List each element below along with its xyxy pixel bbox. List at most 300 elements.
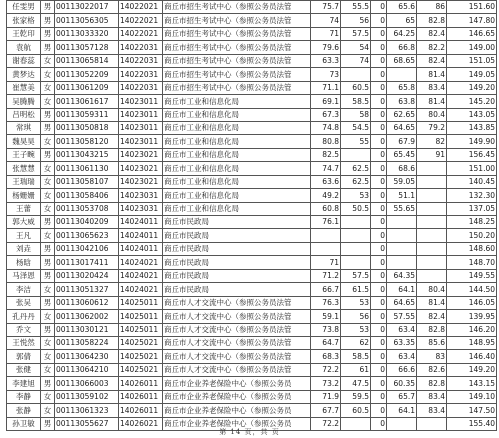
- bonus-points-cell: 0: [371, 377, 387, 390]
- written-score-2-cell: 55: [341, 135, 371, 148]
- exam-number-cell: 00113062002: [55, 310, 119, 323]
- score-table: [6, 0, 497, 431]
- written-score-2-cell: 62: [341, 336, 371, 349]
- employer-cell: 商丘市人才交流中心（参照公务员法管: [163, 310, 311, 323]
- position-code-cell: 14025011: [119, 296, 163, 309]
- interview-score-cell: 83: [417, 350, 447, 363]
- bonus-points-cell: 0: [371, 27, 387, 40]
- written-score-2-cell: [341, 256, 371, 269]
- interview-score-cell: 82.8: [417, 377, 447, 390]
- final-score-cell: 149.05: [447, 68, 497, 81]
- gender-cell: 女: [41, 68, 55, 81]
- employer-cell: 商丘市人才交流中心（参照公务员法管: [163, 296, 311, 309]
- gender-cell: 男: [41, 1, 55, 14]
- written-score-1-cell: 80.8: [311, 135, 341, 148]
- bonus-points-cell: 0: [371, 323, 387, 336]
- written-score-1-cell: 60.8: [311, 202, 341, 215]
- bonus-points-cell: 0: [371, 108, 387, 121]
- gender-cell: 男: [41, 256, 55, 269]
- interview-score-cell: 83.4: [417, 390, 447, 403]
- written-score-2-cell: 53: [341, 189, 371, 202]
- table-row: [7, 216, 497, 229]
- written-total-cell: 63.35: [387, 336, 417, 349]
- written-score-2-cell: 60.5: [341, 404, 371, 417]
- written-score-1-cell: 76.3: [311, 296, 341, 309]
- written-score-2-cell: [341, 148, 371, 161]
- candidate-name-cell: 王瑞瑞: [7, 175, 41, 188]
- written-total-cell: 65.45: [387, 148, 417, 161]
- score-table-body: [7, 1, 497, 431]
- bonus-points-cell: 0: [371, 242, 387, 255]
- bonus-points-cell: 0: [371, 229, 387, 242]
- employer-cell: 商丘市企业养老保险中心（参照公务员: [163, 417, 311, 430]
- exam-number-cell: 00113042106: [55, 242, 119, 255]
- candidate-name-cell: 杨姗姗: [7, 189, 41, 202]
- written-score-1-cell: 74.8: [311, 121, 341, 134]
- written-total-cell: 68.65: [387, 54, 417, 67]
- position-code-cell: 14022021: [119, 1, 163, 14]
- exam-number-cell: 00113020424: [55, 269, 119, 282]
- final-score-cell: 156.45: [447, 148, 497, 161]
- final-score-cell: 148.95: [447, 336, 497, 349]
- interview-score-cell: 82.6: [417, 363, 447, 376]
- gender-cell: 男: [41, 108, 55, 121]
- written-score-1-cell: 68.3: [311, 350, 341, 363]
- final-score-cell: 155.40: [447, 417, 497, 430]
- bonus-points-cell: 0: [371, 41, 387, 54]
- final-score-cell: 149.55: [447, 269, 497, 282]
- position-code-cell: 14026011: [119, 404, 163, 417]
- written-score-2-cell: [341, 229, 371, 242]
- candidate-name-cell: 崔慧美: [7, 81, 41, 94]
- written-score-2-cell: 56: [341, 14, 371, 27]
- position-code-cell: 14024011: [119, 216, 163, 229]
- interview-score-cell: 82.8: [417, 323, 447, 336]
- gender-cell: 女: [41, 54, 55, 67]
- position-code-cell: 14025021: [119, 350, 163, 363]
- written-total-cell: 64.1: [387, 404, 417, 417]
- interview-score-cell: 82: [417, 135, 447, 148]
- bonus-points-cell: 0: [371, 68, 387, 81]
- final-score-cell: 149.90: [447, 135, 497, 148]
- gender-cell: 男: [41, 417, 55, 430]
- written-score-1-cell: 64.7: [311, 336, 341, 349]
- table-row: [7, 296, 497, 309]
- gender-cell: 女: [41, 404, 55, 417]
- written-score-1-cell: 66.7: [311, 283, 341, 296]
- table-row: [7, 148, 497, 161]
- interview-score-cell: [417, 269, 447, 282]
- final-score-cell: 146.20: [447, 323, 497, 336]
- position-code-cell: 14024011: [119, 242, 163, 255]
- final-score-cell: 147.50: [447, 404, 497, 417]
- employer-cell: 商丘市民政局: [163, 229, 311, 242]
- gender-cell: 女: [41, 390, 55, 403]
- interview-score-cell: 86: [417, 1, 447, 14]
- candidate-name-cell: 张家格: [7, 14, 41, 27]
- position-code-cell: 14024021: [119, 269, 163, 282]
- gender-cell: 女: [41, 189, 55, 202]
- employer-cell: 商丘市民政局: [163, 216, 311, 229]
- written-score-1-cell: 71: [311, 256, 341, 269]
- table-row: [7, 135, 497, 148]
- written-score-2-cell: 74: [341, 54, 371, 67]
- final-score-cell: 146.65: [447, 27, 497, 40]
- candidate-name-cell: 张健: [7, 363, 41, 376]
- bonus-points-cell: 0: [371, 269, 387, 282]
- final-score-cell: 148.60: [447, 242, 497, 255]
- exam-number-cell: 00113060612: [55, 296, 119, 309]
- exam-number-cell: 00113059311: [55, 108, 119, 121]
- final-score-cell: 144.50: [447, 283, 497, 296]
- candidate-name-cell: 吕明松: [7, 108, 41, 121]
- bonus-points-cell: 0: [371, 95, 387, 108]
- gender-cell: 女: [41, 363, 55, 376]
- bonus-points-cell: 0: [371, 404, 387, 417]
- exam-number-cell: 00113059102: [55, 390, 119, 403]
- gender-cell: 女: [41, 202, 55, 215]
- interview-score-cell: [417, 189, 447, 202]
- employer-cell: 商丘市工业和信息化局: [163, 121, 311, 134]
- employer-cell: 商丘市招生考试中心（参照公务员法管: [163, 54, 311, 67]
- written-score-1-cell: 67.3: [311, 108, 341, 121]
- gender-cell: 男: [41, 148, 55, 161]
- written-total-cell: 64.35: [387, 269, 417, 282]
- written-score-2-cell: 50.5: [341, 202, 371, 215]
- table-row: [7, 14, 497, 27]
- final-score-cell: 150.20: [447, 229, 497, 242]
- bonus-points-cell: 0: [371, 336, 387, 349]
- written-score-1-cell: 74: [311, 14, 341, 27]
- position-code-cell: 14025021: [119, 363, 163, 376]
- written-score-1-cell: 73.8: [311, 323, 341, 336]
- written-score-2-cell: 60.5: [341, 81, 371, 94]
- interview-score-cell: 82.4: [417, 27, 447, 40]
- final-score-cell: 140.45: [447, 175, 497, 188]
- interview-score-cell: 80.4: [417, 108, 447, 121]
- employer-cell: 商丘市工业和信息化局: [163, 162, 311, 175]
- candidate-name-cell: 谢春蕊: [7, 54, 41, 67]
- table-row: [7, 175, 497, 188]
- position-code-cell: 14022031: [119, 81, 163, 94]
- exam-number-cell: 00113051327: [55, 283, 119, 296]
- position-code-cell: 14026021: [119, 417, 163, 430]
- written-score-2-cell: 47.5: [341, 377, 371, 390]
- candidate-name-cell: 郭倩: [7, 350, 41, 363]
- candidate-name-cell: 郭大威: [7, 216, 41, 229]
- position-code-cell: 14024011: [119, 229, 163, 242]
- gender-cell: 女: [41, 283, 55, 296]
- written-total-cell: 65.8: [387, 81, 417, 94]
- table-row: [7, 108, 497, 121]
- interview-score-cell: 82.8: [417, 14, 447, 27]
- candidate-name-cell: 吴腾腾: [7, 95, 41, 108]
- final-score-cell: 148.25: [447, 216, 497, 229]
- interview-score-cell: 82.4: [417, 310, 447, 323]
- interview-score-cell: 79.2: [417, 121, 447, 134]
- candidate-name-cell: 张吴: [7, 296, 41, 309]
- written-score-2-cell: 58: [341, 108, 371, 121]
- interview-score-cell: 83.4: [417, 404, 447, 417]
- written-score-1-cell: 63.6: [311, 175, 341, 188]
- written-score-2-cell: 62.5: [341, 175, 371, 188]
- written-total-cell: 51.1: [387, 189, 417, 202]
- candidate-name-cell: 孙卫敏: [7, 417, 41, 430]
- exam-number-cell: 00113030121: [55, 323, 119, 336]
- bonus-points-cell: 0: [371, 54, 387, 67]
- written-score-1-cell: 69.1: [311, 95, 341, 108]
- page-number-label: 第 14 页，共 页: [219, 428, 280, 436]
- candidate-name-cell: 王蕾: [7, 202, 41, 215]
- employer-cell: 商丘市招生考试中心（参照公务员法管: [163, 41, 311, 54]
- written-total-cell: [387, 256, 417, 269]
- interview-score-cell: [417, 229, 447, 242]
- written-total-cell: [387, 68, 417, 81]
- position-code-cell: 14023031: [119, 202, 163, 215]
- bonus-points-cell: 0: [371, 162, 387, 175]
- candidate-name-cell: 魏昊昊: [7, 135, 41, 148]
- interview-score-cell: [417, 242, 447, 255]
- written-score-1-cell: 71.9: [311, 390, 341, 403]
- written-total-cell: [387, 229, 417, 242]
- gender-cell: 男: [41, 27, 55, 40]
- table-row: [7, 336, 497, 349]
- written-score-1-cell: 59.1: [311, 310, 341, 323]
- bonus-points-cell: 0: [371, 390, 387, 403]
- gender-cell: 男: [41, 242, 55, 255]
- exam-number-cell: 00113065623: [55, 229, 119, 242]
- employer-cell: 商丘市人才交流中心（参照公务员法管: [163, 336, 311, 349]
- written-total-cell: 60.35: [387, 377, 417, 390]
- final-score-cell: 143.85: [447, 121, 497, 134]
- candidate-name-cell: 张静: [7, 404, 41, 417]
- bonus-points-cell: 0: [371, 350, 387, 363]
- exam-number-cell: 00113017411: [55, 256, 119, 269]
- exam-number-cell: 00113057128: [55, 41, 119, 54]
- exam-number-cell: 00113056305: [55, 14, 119, 27]
- final-score-cell: 143.05: [447, 108, 497, 121]
- table-row: [7, 27, 497, 40]
- candidate-name-cell: 李洁: [7, 283, 41, 296]
- written-score-2-cell: 54.5: [341, 121, 371, 134]
- exam-number-cell: 00113061323: [55, 404, 119, 417]
- table-row: [7, 256, 497, 269]
- gender-cell: 男: [41, 323, 55, 336]
- written-score-1-cell: 67.7: [311, 404, 341, 417]
- written-score-1-cell: 49.2: [311, 189, 341, 202]
- position-code-cell: 14023011: [119, 108, 163, 121]
- written-score-1-cell: 76.1: [311, 216, 341, 229]
- employer-cell: 商丘市企业养老保险中心（参照公务员: [163, 390, 311, 403]
- gender-cell: 男: [41, 296, 55, 309]
- position-code-cell: 14022031: [119, 54, 163, 67]
- bonus-points-cell: 0: [371, 296, 387, 309]
- gender-cell: 女: [41, 175, 55, 188]
- written-score-1-cell: 71.2: [311, 269, 341, 282]
- table-row: [7, 81, 497, 94]
- candidate-name-cell: 常琪: [7, 121, 41, 134]
- written-score-2-cell: 53: [341, 296, 371, 309]
- written-score-2-cell: 61: [341, 363, 371, 376]
- final-score-cell: 139.95: [447, 310, 497, 323]
- candidate-name-cell: 黄梦达: [7, 68, 41, 81]
- final-score-cell: 151.60: [447, 1, 497, 14]
- written-total-cell: 64.65: [387, 121, 417, 134]
- table-row: [7, 189, 497, 202]
- written-total-cell: [387, 242, 417, 255]
- written-total-cell: 65: [387, 14, 417, 27]
- written-total-cell: 66.6: [387, 363, 417, 376]
- bonus-points-cell: 0: [371, 121, 387, 134]
- bonus-points-cell: 0: [371, 283, 387, 296]
- final-score-cell: 149.20: [447, 363, 497, 376]
- written-total-cell: 64.25: [387, 27, 417, 40]
- written-score-1-cell: 72.2: [311, 417, 341, 430]
- written-total-cell: 63.8: [387, 95, 417, 108]
- final-score-cell: 146.05: [447, 296, 497, 309]
- position-code-cell: 14022031: [119, 68, 163, 81]
- bonus-points-cell: 0: [371, 363, 387, 376]
- position-code-cell: 14023011: [119, 121, 163, 134]
- interview-score-cell: 81.4: [417, 68, 447, 81]
- table-row: [7, 95, 497, 108]
- employer-cell: 商丘市工业和信息化局: [163, 95, 311, 108]
- interview-score-cell: [417, 162, 447, 175]
- written-total-cell: 68.6: [387, 162, 417, 175]
- bonus-points-cell: 0: [371, 256, 387, 269]
- written-score-2-cell: [341, 242, 371, 255]
- final-score-cell: 149.20: [447, 81, 497, 94]
- gender-cell: 女: [41, 350, 55, 363]
- interview-score-cell: 80.4: [417, 283, 447, 296]
- written-score-1-cell: 71.1: [311, 81, 341, 94]
- written-score-1-cell: 79.6: [311, 41, 341, 54]
- written-total-cell: 65.6: [387, 1, 417, 14]
- bonus-points-cell: 0: [371, 1, 387, 14]
- final-score-cell: 151.05: [447, 54, 497, 67]
- employer-cell: 商丘市工业和信息化局: [163, 189, 311, 202]
- gender-cell: 女: [41, 229, 55, 242]
- written-score-1-cell: [311, 229, 341, 242]
- exam-number-cell: 00113065814: [55, 54, 119, 67]
- table-row: [7, 68, 497, 81]
- written-total-cell: 62.65: [387, 108, 417, 121]
- written-score-2-cell: 54: [341, 41, 371, 54]
- exam-number-cell: 00113058120: [55, 135, 119, 148]
- gender-cell: 男: [41, 14, 55, 27]
- gender-cell: 女: [41, 162, 55, 175]
- gender-cell: 女: [41, 135, 55, 148]
- candidate-name-cell: 王乾印: [7, 27, 41, 40]
- candidate-name-cell: 王凡: [7, 229, 41, 242]
- bonus-points-cell: 0: [371, 417, 387, 430]
- bonus-points-cell: 0: [371, 216, 387, 229]
- candidate-name-cell: 王子畹: [7, 148, 41, 161]
- employer-cell: 商丘市人才交流中心（参照公务员法管: [163, 323, 311, 336]
- position-code-cell: 14023021: [119, 148, 163, 161]
- written-score-1-cell: 82.5: [311, 148, 341, 161]
- table-row: [7, 242, 497, 255]
- final-score-cell: 147.80: [447, 14, 497, 27]
- gender-cell: 男: [41, 121, 55, 134]
- employer-cell: 商丘市企业养老保险中心（参照公务员: [163, 377, 311, 390]
- position-code-cell: 14026011: [119, 390, 163, 403]
- table-row: [7, 1, 497, 14]
- bonus-points-cell: 0: [371, 175, 387, 188]
- interview-score-cell: 82.2: [417, 41, 447, 54]
- written-total-cell: 67.9: [387, 135, 417, 148]
- bonus-points-cell: 0: [371, 135, 387, 148]
- interview-score-cell: 85.6: [417, 336, 447, 349]
- final-score-cell: 149.00: [447, 41, 497, 54]
- employer-cell: 商丘市招生考试中心（参照公务员法管: [163, 68, 311, 81]
- candidate-name-cell: 袁航: [7, 41, 41, 54]
- candidate-name-cell: 王悦然: [7, 336, 41, 349]
- bonus-points-cell: 0: [371, 202, 387, 215]
- position-code-cell: 14022021: [119, 27, 163, 40]
- table-row: [7, 310, 497, 323]
- gender-cell: 女: [41, 81, 55, 94]
- final-score-cell: 145.20: [447, 95, 497, 108]
- final-score-cell: 148.70: [447, 256, 497, 269]
- interview-score-cell: [417, 216, 447, 229]
- written-score-2-cell: [341, 216, 371, 229]
- candidate-name-cell: 孔丹丹: [7, 310, 41, 323]
- bonus-points-cell: 0: [371, 14, 387, 27]
- exam-number-cell: 00113043215: [55, 148, 119, 161]
- gender-cell: 女: [41, 310, 55, 323]
- written-total-cell: 64.65: [387, 296, 417, 309]
- written-score-2-cell: 58.5: [341, 350, 371, 363]
- written-total-cell: 66.8: [387, 41, 417, 54]
- final-score-cell: 132.30: [447, 189, 497, 202]
- candidate-name-cell: 刘垚: [7, 242, 41, 255]
- written-score-2-cell: [341, 68, 371, 81]
- table-row: [7, 283, 497, 296]
- table-row: [7, 363, 497, 376]
- written-score-2-cell: 56: [341, 310, 371, 323]
- interview-score-cell: [417, 256, 447, 269]
- interview-score-cell: 83.4: [417, 81, 447, 94]
- written-total-cell: 63.4: [387, 323, 417, 336]
- exam-number-cell: 00113064210: [55, 363, 119, 376]
- written-total-cell: 57.55: [387, 310, 417, 323]
- table-row: [7, 390, 497, 403]
- position-code-cell: 14023011: [119, 135, 163, 148]
- gender-cell: 男: [41, 41, 55, 54]
- employer-cell: 商丘市企业养老保险中心（参照公务员: [163, 404, 311, 417]
- employer-cell: 商丘市人才交流中心（参照公务员法管: [163, 350, 311, 363]
- table-row: [7, 202, 497, 215]
- bonus-points-cell: 0: [371, 148, 387, 161]
- written-total-cell: 59.05: [387, 175, 417, 188]
- exam-number-cell: 00113061130: [55, 162, 119, 175]
- exam-number-cell: 00113058406: [55, 189, 119, 202]
- employer-cell: 商丘市民政局: [163, 242, 311, 255]
- written-total-cell: 65.7: [387, 390, 417, 403]
- exam-number-cell: 00113064230: [55, 350, 119, 363]
- written-score-2-cell: 53: [341, 323, 371, 336]
- written-total-cell: 63.4: [387, 350, 417, 363]
- position-code-cell: 14022031: [119, 41, 163, 54]
- gender-cell: 男: [41, 216, 55, 229]
- table-row: [7, 162, 497, 175]
- exam-number-cell: 00113058224: [55, 336, 119, 349]
- final-score-cell: 151.00: [447, 162, 497, 175]
- written-score-2-cell: 62.5: [341, 162, 371, 175]
- table-row: [7, 54, 497, 67]
- exam-number-cell: 00113040209: [55, 216, 119, 229]
